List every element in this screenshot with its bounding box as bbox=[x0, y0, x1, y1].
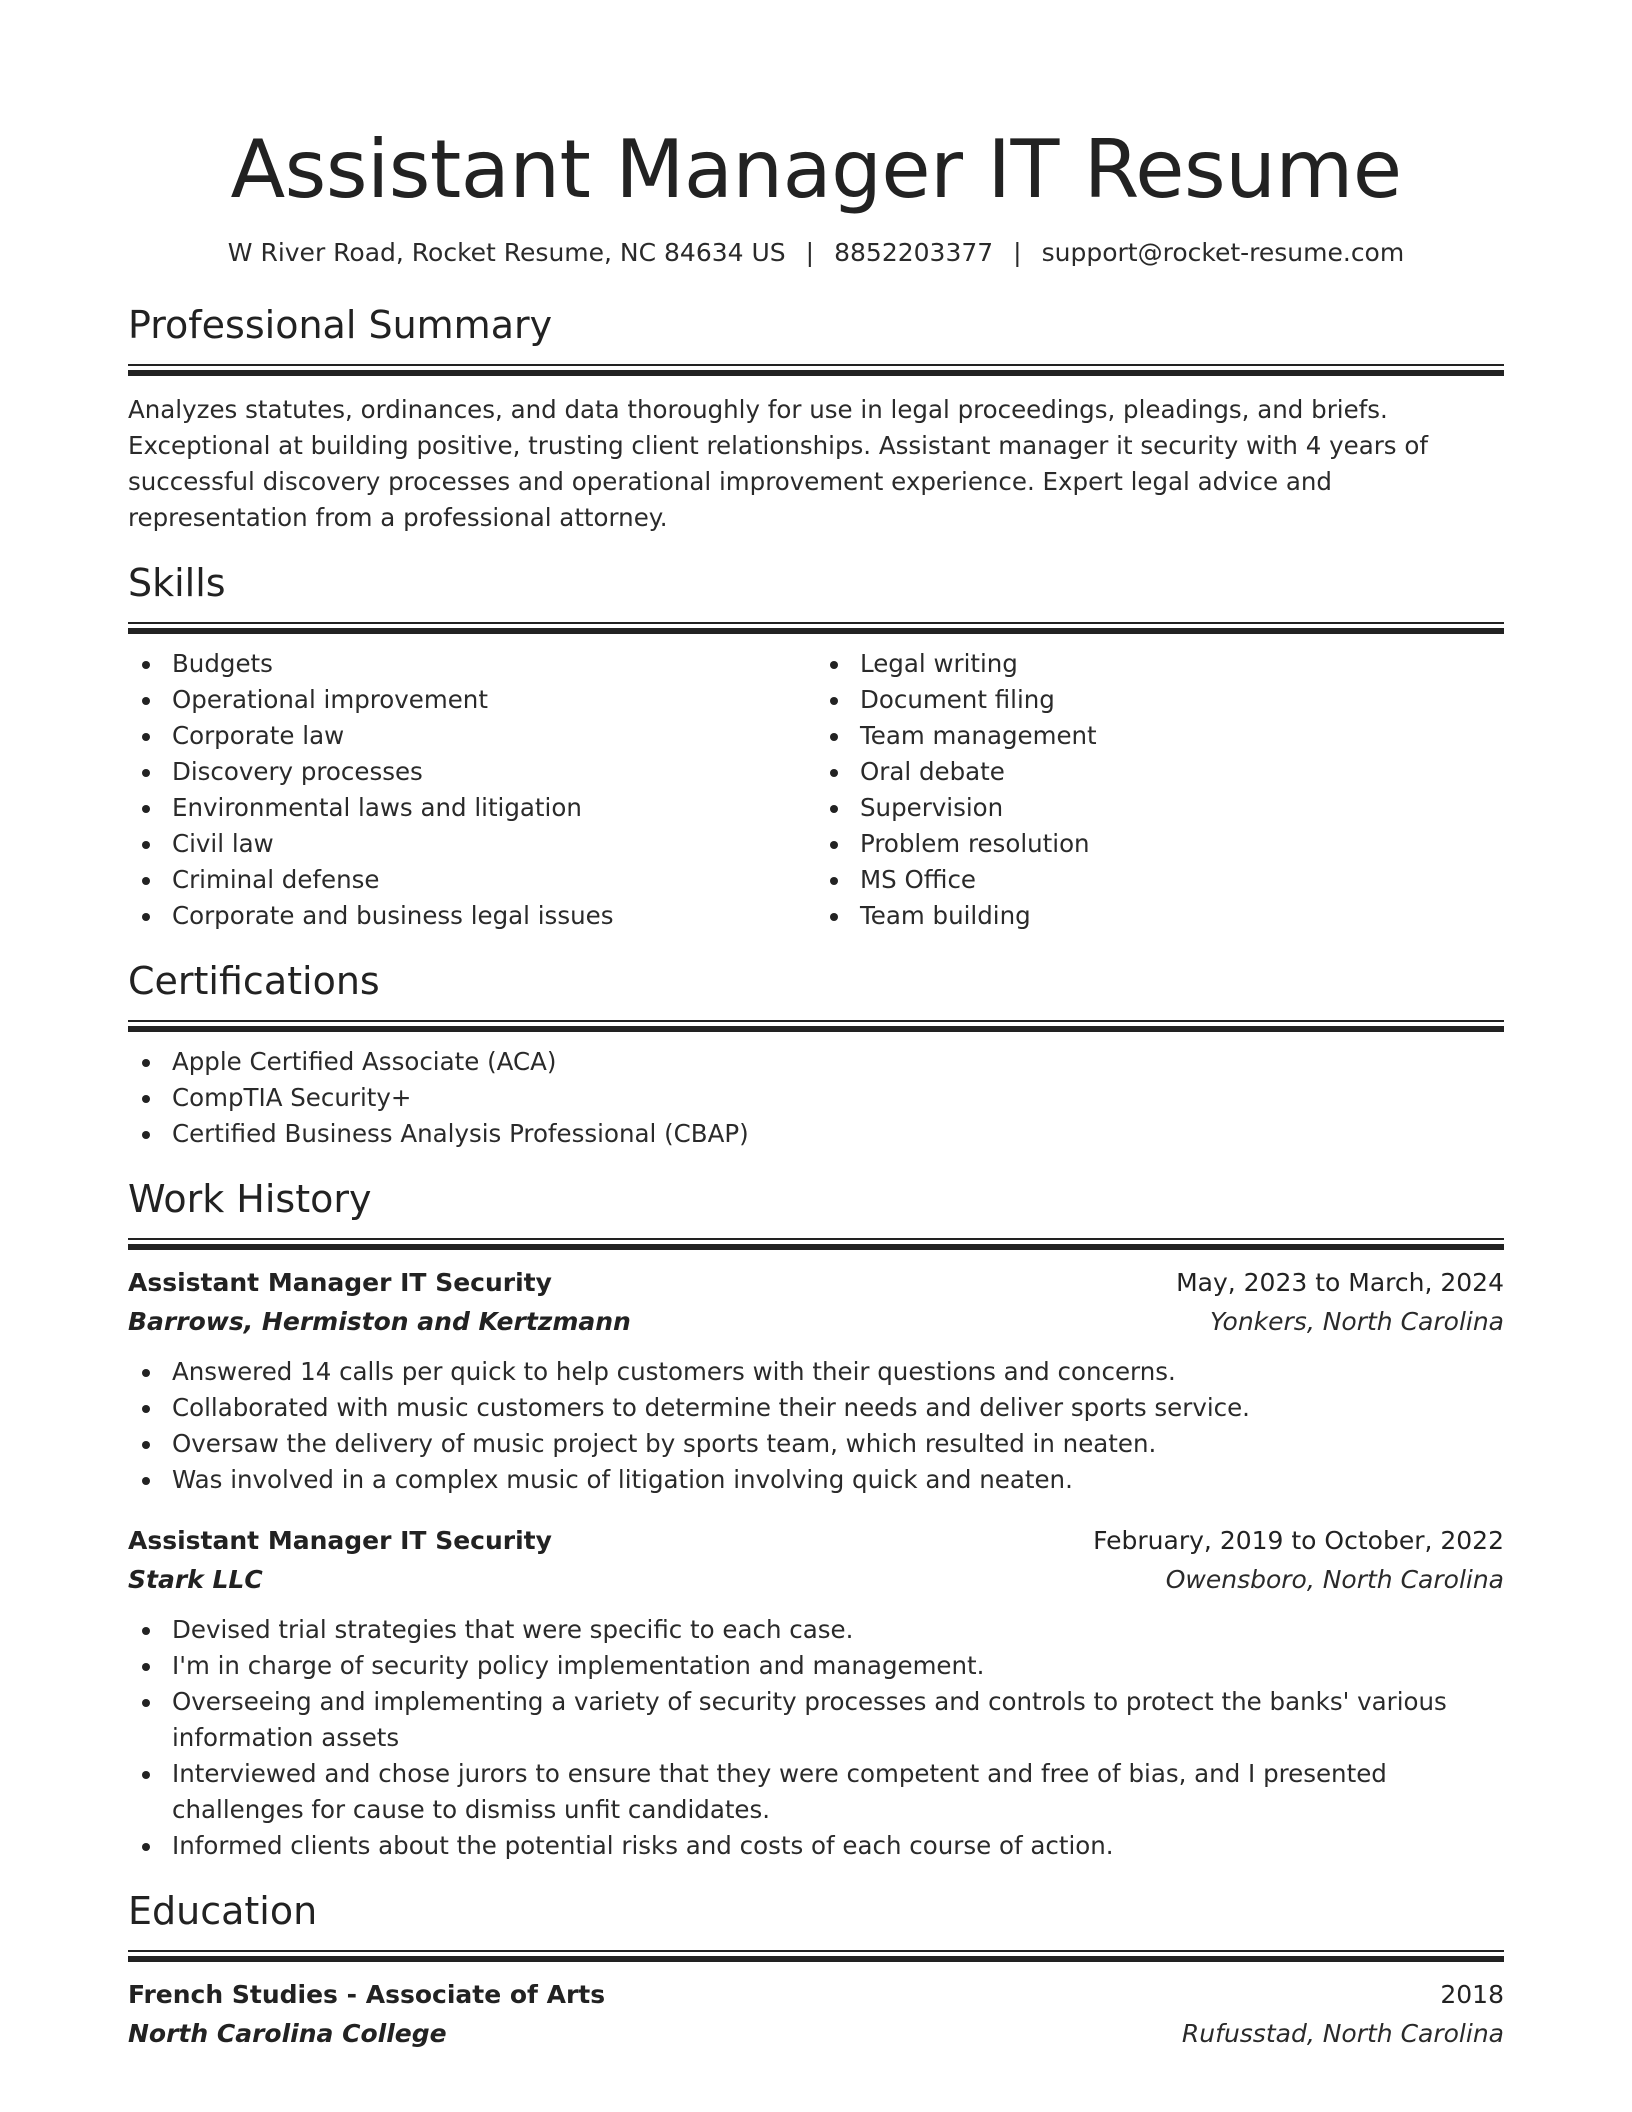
skill-item: Criminal defense bbox=[128, 862, 816, 898]
contact-line bbox=[128, 236, 1504, 270]
education-entry bbox=[128, 1976, 1504, 2054]
job-employer-row bbox=[128, 1302, 1504, 1342]
education-degree: French Studies - Associate of Arts bbox=[128, 1980, 606, 2009]
skill-item: Legal writing bbox=[816, 646, 1504, 682]
job-bullet: Answered 14 calls per quick to help customers with their questions and concerns. bbox=[128, 1354, 1504, 1390]
skill-item: Team building bbox=[816, 898, 1504, 934]
skill-item: Supervision bbox=[816, 790, 1504, 826]
skill-item: Oral debate bbox=[816, 754, 1504, 790]
education-location: Rufusstad, North Carolina bbox=[1181, 2019, 1504, 2048]
certification-item: Apple Certified Associate (ACA) bbox=[128, 1044, 1504, 1080]
contact-separator: | bbox=[1013, 238, 1022, 267]
section-heading-summary: Professional Summary bbox=[128, 303, 553, 347]
job-bullet: Overseeing and implementing a variety of security processes and controls to protect the banks' various information assets bbox=[128, 1684, 1504, 1756]
job-bullets bbox=[128, 1612, 1504, 1864]
skills-columns bbox=[128, 646, 1504, 934]
education-year: 2018 bbox=[1440, 1980, 1504, 2009]
contact-address: W River Road, Rocket Resume, NC 84634 US bbox=[227, 238, 786, 267]
education-header-row bbox=[128, 1976, 1504, 2014]
certification-item: Certified Business Analysis Professional (CBAP) bbox=[128, 1116, 1504, 1152]
section-divider bbox=[128, 364, 1504, 376]
contact-phone: 8852203377 bbox=[834, 238, 994, 267]
skill-item: Environmental laws and litigation bbox=[128, 790, 816, 826]
job-entry bbox=[128, 1264, 1504, 1498]
section-heading-work-history: Work History bbox=[128, 1177, 372, 1221]
summary-text: Analyzes statutes, ordinances, and data thoroughly for use in legal proceedings, pleadings, and briefs. Exceptional at building positive, trusting client relationships. Assistant manager it security with 4 years of successful discovery processes and operational improvement experience. Expert legal advice and representation from a professional attorney. bbox=[128, 395, 1428, 532]
section-divider bbox=[128, 622, 1504, 634]
job-location: Yonkers, North Carolina bbox=[1210, 1307, 1504, 1336]
education-school: North Carolina College bbox=[128, 2019, 447, 2048]
certifications-list bbox=[128, 1044, 1504, 1152]
job-bullet: I'm in charge of security policy implementation and management. bbox=[128, 1648, 1504, 1684]
job-bullet: Collaborated with music customers to determine their needs and deliver sports service. bbox=[128, 1390, 1504, 1426]
education-school-row bbox=[128, 2014, 1504, 2054]
job-bullet: Oversaw the delivery of music project by sports team, which resulted in neaten. bbox=[128, 1426, 1504, 1462]
resume-page bbox=[128, 0, 1504, 2054]
education-section bbox=[128, 1886, 1504, 2054]
skill-item: Budgets bbox=[128, 646, 816, 682]
job-dates: February, 2019 to October, 2022 bbox=[1093, 1526, 1504, 1555]
skills-section bbox=[128, 558, 1504, 934]
skill-item: Problem resolution bbox=[816, 826, 1504, 862]
job-dates: May, 2023 to March, 2024 bbox=[1176, 1268, 1504, 1297]
skill-item: Document filing bbox=[816, 682, 1504, 718]
job-header-row bbox=[128, 1264, 1504, 1302]
section-divider bbox=[128, 1950, 1504, 1962]
skills-list-left bbox=[128, 646, 816, 934]
work-history-section bbox=[128, 1174, 1504, 1864]
job-header-row bbox=[128, 1522, 1504, 1560]
job-title: Assistant Manager IT Security bbox=[128, 1268, 552, 1297]
section-divider bbox=[128, 1020, 1504, 1032]
certification-item: CompTIA Security+ bbox=[128, 1080, 1504, 1116]
job-title: Assistant Manager IT Security bbox=[128, 1526, 552, 1555]
skill-item: Team management bbox=[816, 718, 1504, 754]
job-entry bbox=[128, 1522, 1504, 1864]
skill-item: MS Office bbox=[816, 862, 1504, 898]
job-bullet: Interviewed and chose jurors to ensure that they were competent and free of bias, and I presented challenges for cause to dismiss unfit candidates. bbox=[128, 1756, 1504, 1828]
job-bullet: Devised trial strategies that were specific to each case. bbox=[128, 1612, 1504, 1648]
job-bullet: Informed clients about the potential risks and costs of each course of action. bbox=[128, 1828, 1504, 1864]
skill-item: Discovery processes bbox=[128, 754, 816, 790]
certifications-section bbox=[128, 956, 1504, 1152]
skill-item: Corporate and business legal issues bbox=[128, 898, 816, 934]
contact-email: support@rocket-resume.com bbox=[1041, 238, 1405, 267]
section-heading-education: Education bbox=[128, 1889, 318, 1933]
section-heading-certifications: Certifications bbox=[128, 959, 380, 1003]
skill-item: Corporate law bbox=[128, 718, 816, 754]
summary-section bbox=[128, 300, 1504, 536]
section-divider bbox=[128, 1238, 1504, 1250]
job-employer-row bbox=[128, 1560, 1504, 1600]
contact-separator: | bbox=[805, 238, 815, 267]
skills-list-right bbox=[816, 646, 1504, 934]
job-employer: Barrows, Hermiston and Kertzmann bbox=[128, 1307, 631, 1336]
resume-title: Assistant Manager IT Resume bbox=[230, 123, 1402, 216]
section-heading-skills: Skills bbox=[128, 561, 226, 605]
job-employer: Stark LLC bbox=[128, 1565, 263, 1594]
job-bullets bbox=[128, 1354, 1504, 1498]
job-location: Owensboro, North Carolina bbox=[1165, 1565, 1504, 1594]
skill-item: Civil law bbox=[128, 826, 816, 862]
skill-item: Operational improvement bbox=[128, 682, 816, 718]
job-bullet: Was involved in a complex music of litigation involving quick and neaten. bbox=[128, 1462, 1504, 1498]
